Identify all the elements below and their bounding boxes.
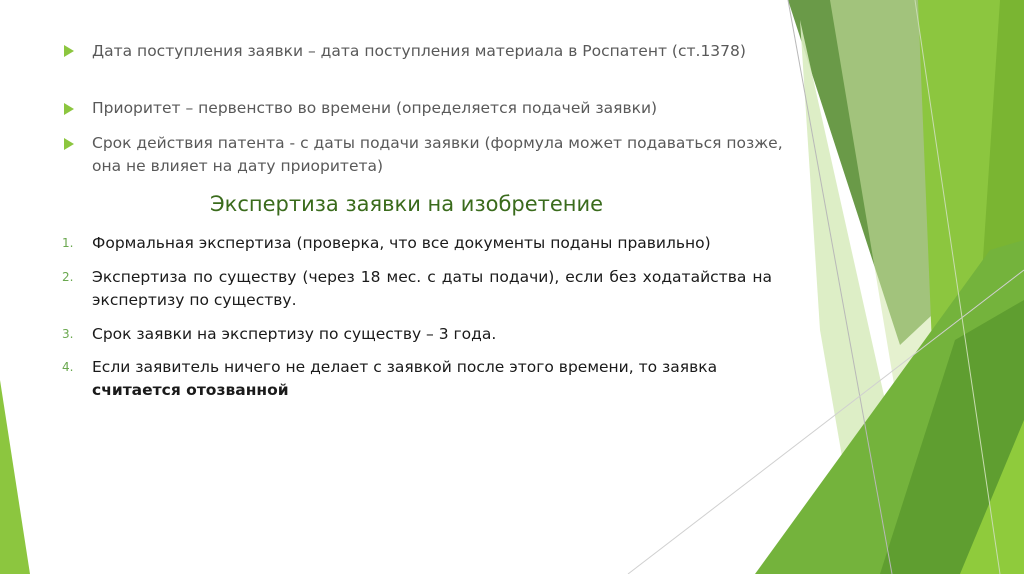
numbered-item-4-bold: считается отозванной (92, 381, 289, 399)
numbered-item-1: Формальная экспертиза (проверка, что все документы поданы правильно) (92, 234, 711, 252)
section-title: Экспертиза заявки на изобретение (210, 192, 604, 216)
list-marker-4: 4. (62, 360, 74, 374)
list-marker-3: 3. (62, 327, 74, 341)
list-marker-1: 1. (62, 236, 74, 250)
bullet-item-3: Срок действия патента - с даты подачи заявки (формула может подаваться позже, она не влияет на дату приоритета) (92, 134, 783, 175)
numbered-item-3: Срок заявки на экспертизу по существу – 3 года. (92, 325, 497, 343)
numbered-item-4-text: Если заявитель ничего не делает с заявкой после этого времени, то заявка (92, 358, 718, 376)
triangle-arrow-icon (64, 103, 74, 115)
numbered-item-2: Экспертиза по существу (через 18 мес. с даты подачи), если без ходатайства на экспертизу по существу. (92, 268, 772, 309)
triangle-arrow-icon (64, 45, 74, 57)
bullet-item-1: Дата поступления заявки – дата поступления материала в Роспатент (ст.1378) (92, 42, 746, 60)
triangle-arrow-icon (64, 138, 74, 150)
numbered-item-4 (92, 356, 772, 402)
bullet-item-2: Приоритет – первенство во времени (определяется подачей заявки) (92, 99, 658, 117)
list-marker-2: 2. (62, 270, 74, 284)
